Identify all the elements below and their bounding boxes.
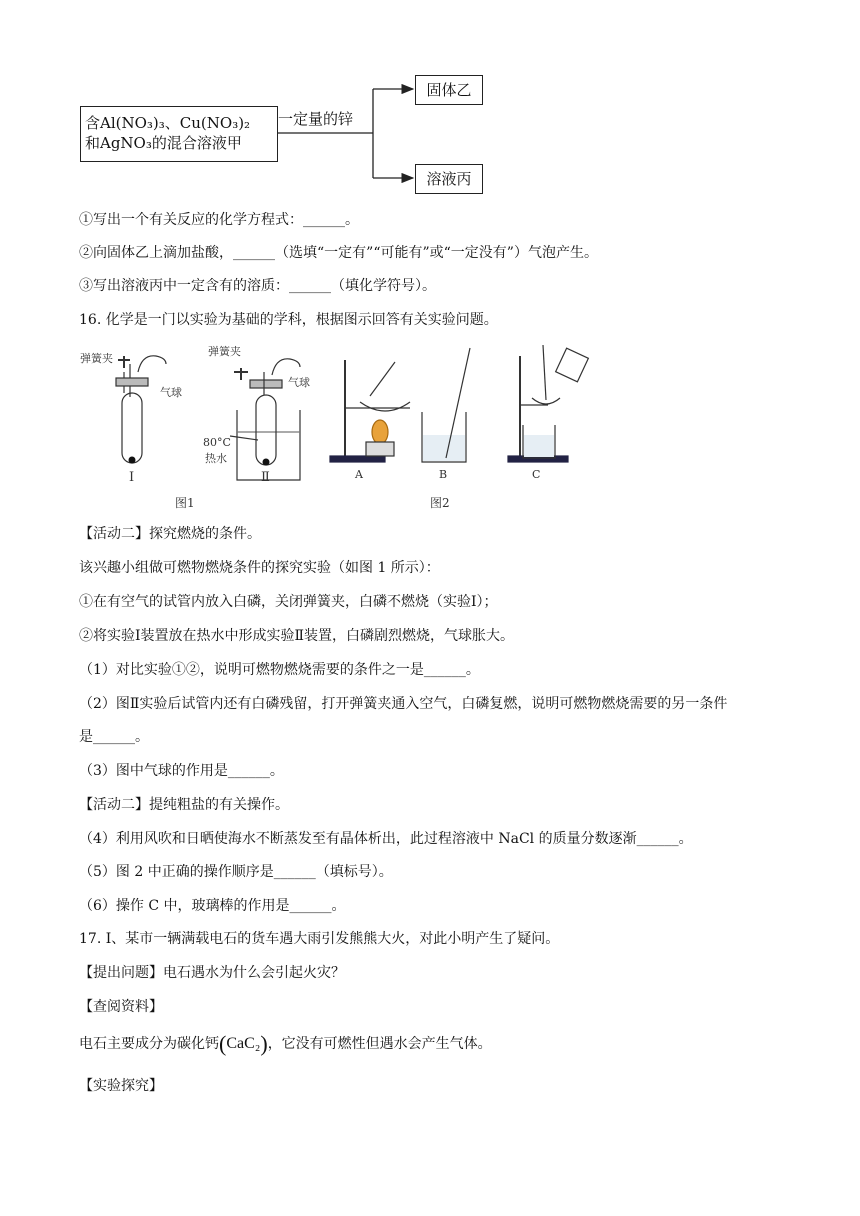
fig1-label-I: Ⅰ (129, 470, 135, 485)
solution-product-label: 溶液丙 (426, 170, 472, 188)
q17-question: 【提出问题】电石遇水为什么会引起火灾？ (79, 965, 345, 981)
fig1-water-label: 热水 (205, 452, 227, 465)
fig1-clip-label-1: 弹簧夹 (80, 352, 113, 365)
white-phosphorus-1 (129, 457, 136, 464)
close-paren: ) (260, 1031, 268, 1056)
fig2-label-C: C (532, 468, 541, 481)
q16-question-6: （6）操作 C 中，玻璃棒的作用是______。 (79, 898, 346, 914)
source-line-1: 含Al(NO₃)₃、Cu(NO₃)₂ (85, 114, 251, 132)
fig1-label-II: Ⅱ (261, 470, 270, 485)
test-tube-1 (122, 393, 142, 463)
q16-question-3: （3）图中气球的作用是______。 (79, 763, 284, 779)
q15-item-2: ②向固体乙上滴加盐酸，______（选填“一定有”“可能有”或“一定没有”）气泡产生。 (79, 245, 598, 261)
q17-material-post: ，它没有可燃性但遇水会产生气体。 (267, 1036, 492, 1052)
fig2-label-B: B (439, 468, 448, 481)
q16-activity-2: 【活动二】提纯粗盐的有关操作。 (79, 797, 289, 813)
q17-material-formula: CaC₂ (226, 1035, 261, 1052)
fig1-clip-label-2: 弹簧夹 (208, 345, 241, 358)
fig1-caption: 图1 (175, 496, 195, 510)
source-line-2: 和AgNO₃的混合溶液甲 (85, 134, 242, 152)
q17-explore: 【实验探究】 (79, 1078, 163, 1094)
open-paren: ( (219, 1031, 227, 1056)
q17-reference: 【查阅资料】 (79, 999, 163, 1015)
q16-question-5: （5）图 2 中正确的操作顺序是______（填标号）。 (79, 864, 393, 880)
q15-item-1: ①写出一个有关反应的化学方程式：______。 (79, 212, 359, 228)
q17-material-pre: 电石主要成分为碳化钙 (79, 1036, 219, 1052)
fig1-temp-label: 80°C (203, 436, 231, 449)
white-phosphorus-2 (263, 459, 270, 466)
q16-question-2b: 是______。 (79, 729, 149, 745)
fig2-caption: 图2 (430, 496, 450, 510)
fig2-label-A: A (355, 468, 363, 481)
q16-question-1: （1）对比实验①②，说明可燃物燃烧需要的条件之一是______。 (79, 662, 480, 678)
fig1-balloon-label-1: 气球 (160, 386, 182, 399)
experiment-figures (0, 0, 860, 520)
q15-item-3: ③写出溶液丙中一定含有的溶质：______（填化学符号）。 (79, 278, 436, 294)
fig1-balloon-label-2: 气球 (288, 376, 310, 389)
q16-step-1: ①在有空气的试管内放入白磷，关闭弹簧夹，白磷不燃烧（实验Ⅰ）； (79, 594, 498, 610)
reagent-label: 一定量的锌 (278, 110, 354, 128)
q16-intro: 该兴趣小组做可燃物燃烧条件的探究实验（如图 1 所示）： (79, 560, 440, 576)
solid-product-label: 固体乙 (426, 81, 472, 99)
q16-question-2a: （2）图Ⅱ实验后试管内还有白磷残留，打开弹簧夹通入空气，白磷复燃，说明可燃物燃烧需要的另一条件 (79, 696, 728, 712)
q16-stem: 16. 化学是一门以实验为基础的学科，根据图示回答有关实验问题。 (79, 312, 498, 328)
q17-stem: 17. Ⅰ、某市一辆满载电石的货车遇大雨引发熊熊大火，对此小明产生了疑问。 (79, 931, 560, 947)
q16-activity-1: 【活动二】探究燃烧的条件。 (79, 526, 261, 542)
q17-material (79, 1031, 492, 1056)
q16-question-4: （4）利用风吹和日晒使海水不断蒸发至有晶体析出，此过程溶液中 NaCl 的质量分数逐渐______。 (79, 831, 693, 847)
q16-step-2: ②将实验Ⅰ装置放在热水中形成实验Ⅱ装置，白磷剧烈燃烧，气球胀大。 (79, 628, 515, 644)
